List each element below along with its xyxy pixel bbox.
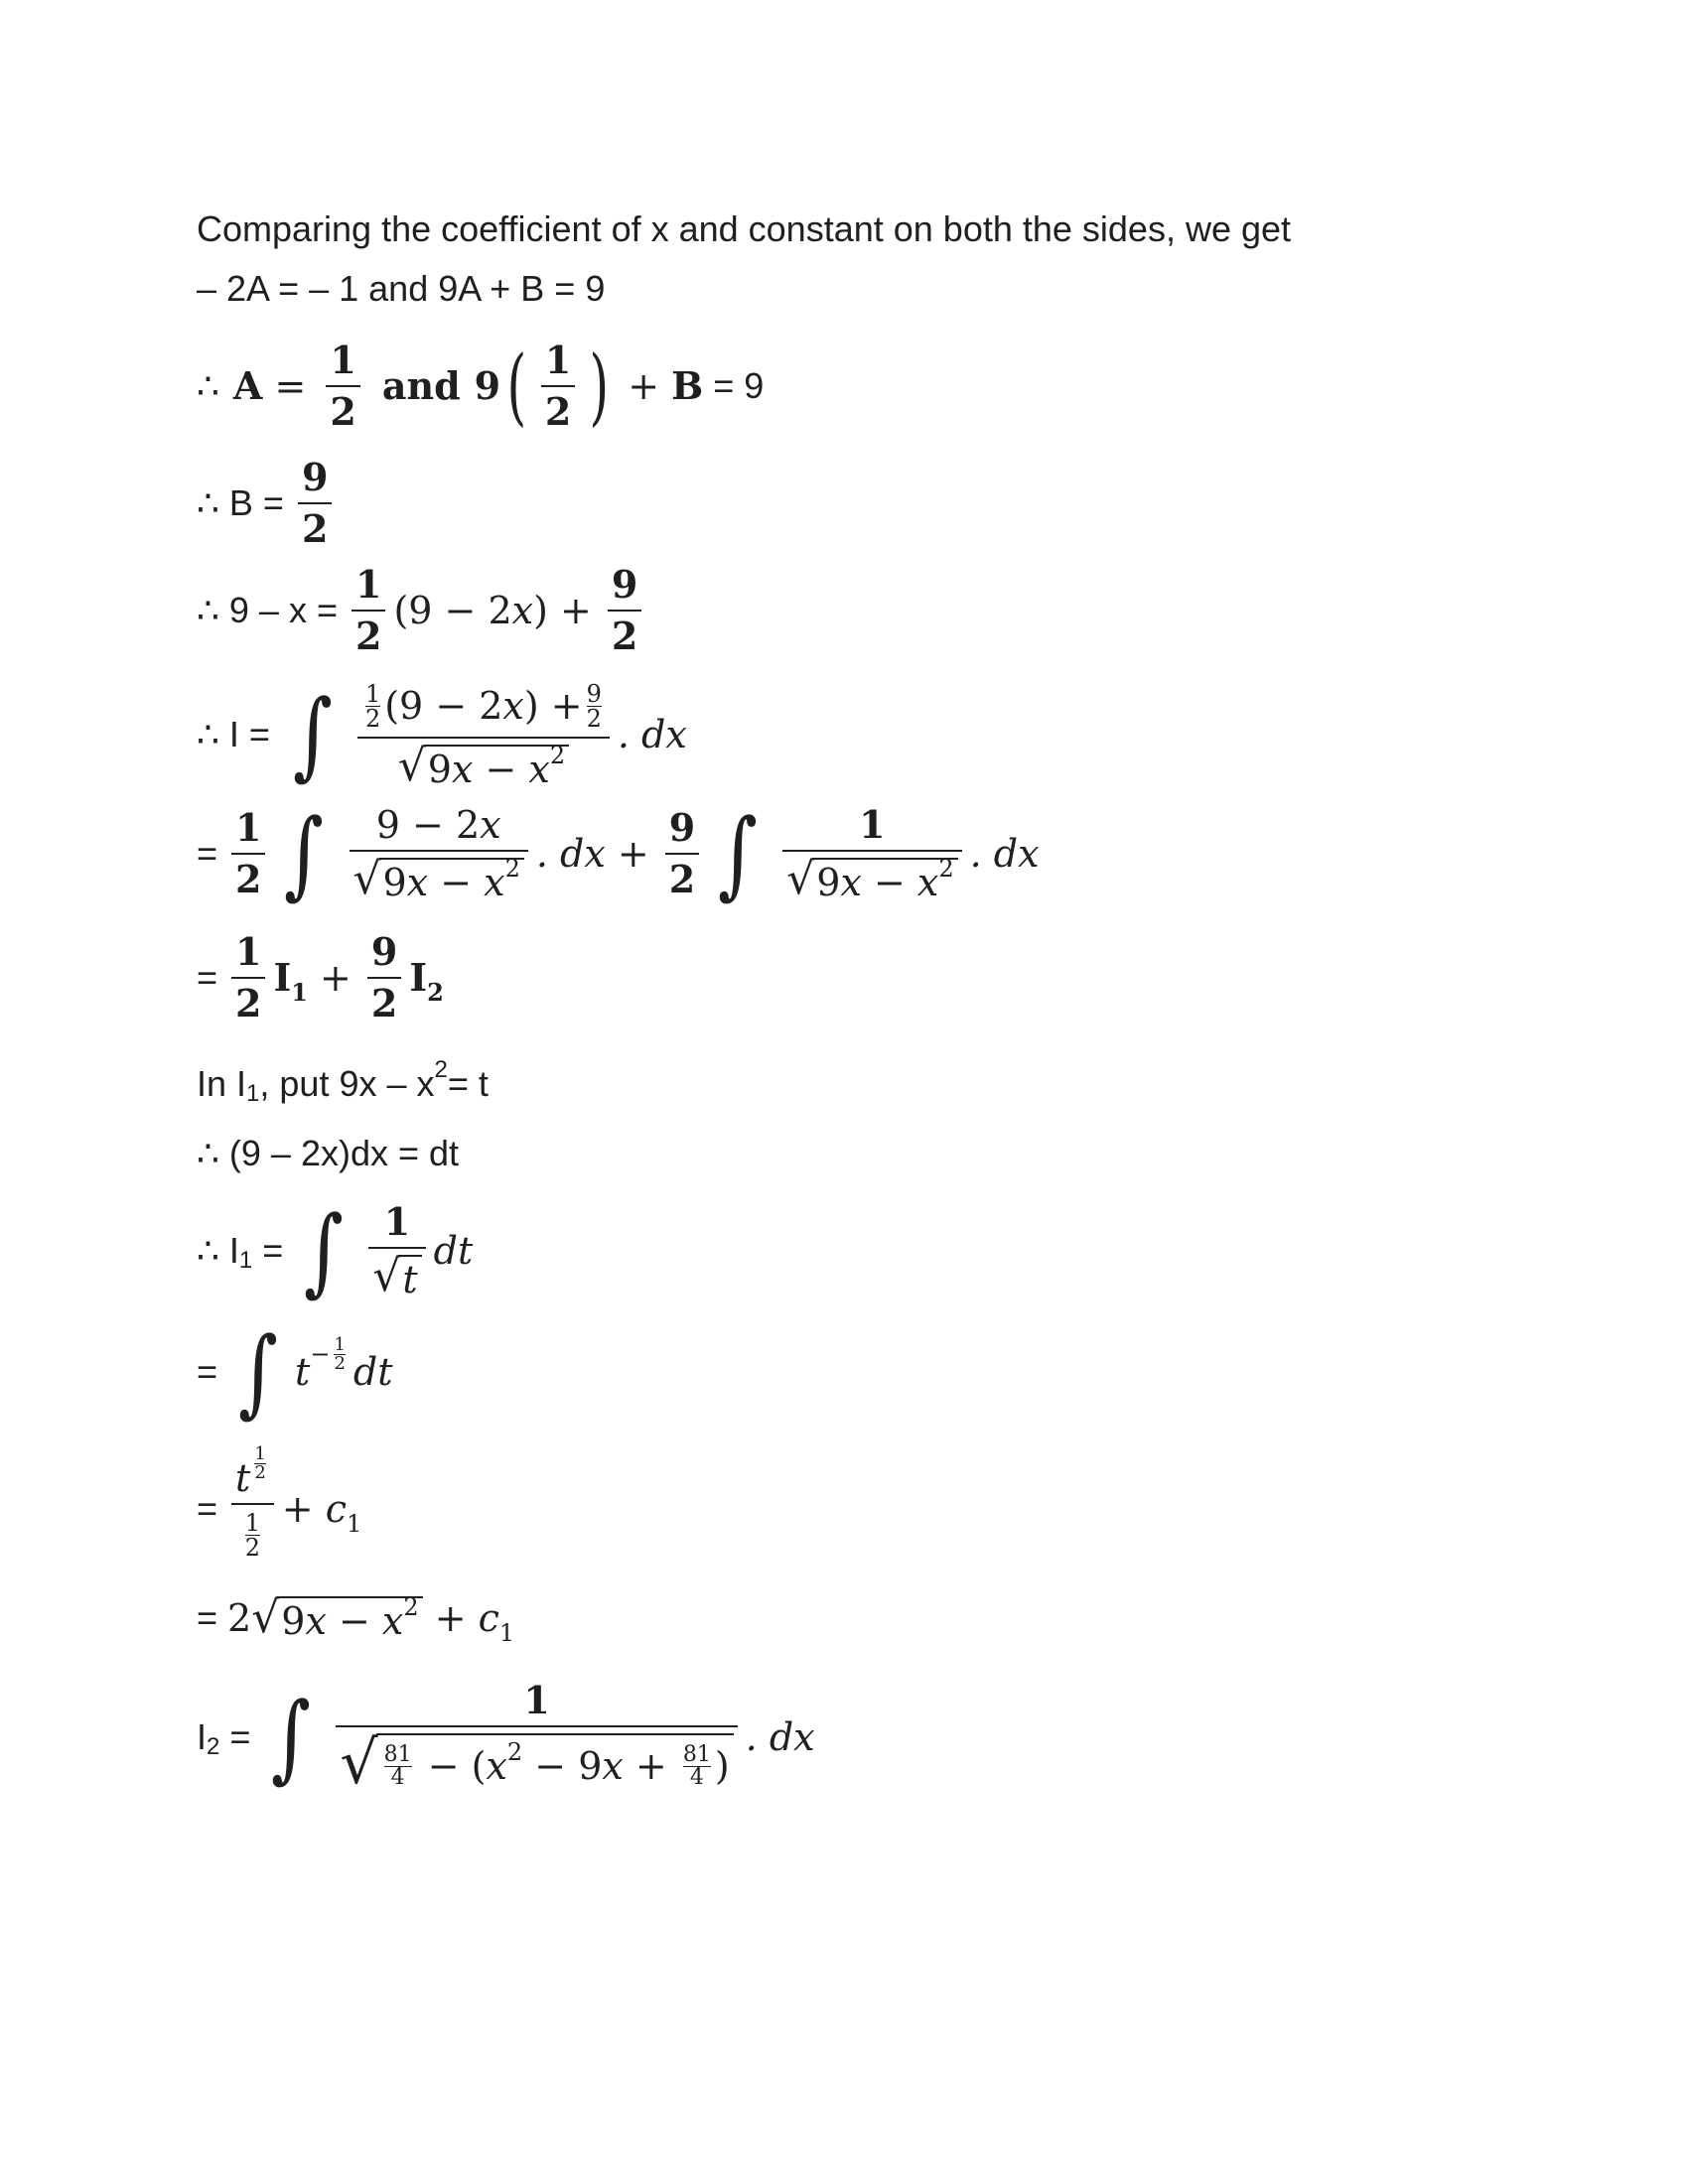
den bbox=[782, 852, 961, 904]
integral-sign: ∫ bbox=[304, 1195, 345, 1306]
eq-line-antiderivative bbox=[197, 1439, 361, 1578]
plus: + bbox=[307, 956, 352, 1000]
sqrt: √ 9 x − x 2 bbox=[786, 858, 957, 901]
dt: dt bbox=[433, 1229, 474, 1273]
sqrt: √ t bbox=[372, 1255, 421, 1298]
integral-sign: ∫ bbox=[292, 679, 333, 790]
small-frac-1-2: 1 2 bbox=[364, 679, 381, 733]
num: 1 bbox=[859, 802, 886, 847]
frac-num: 1 bbox=[354, 562, 382, 607]
frac-num: 1 bbox=[544, 338, 572, 382]
equals-nine: = 9 bbox=[703, 365, 765, 406]
integral-sign: ∫ bbox=[238, 1316, 279, 1428]
num: t 1 2 bbox=[235, 1443, 266, 1500]
eq-line-I2 bbox=[197, 1668, 815, 1807]
plus-c1: + $c_1$ bbox=[422, 1596, 515, 1647]
equals: = bbox=[262, 364, 319, 408]
nine: 9 bbox=[474, 363, 501, 408]
t-base: t bbox=[295, 1350, 311, 1394]
frac-num: 1 bbox=[235, 929, 262, 974]
frac-9-2 bbox=[367, 929, 401, 1025]
num: 1 bbox=[523, 1678, 550, 1722]
equations-text: – 2A = – 1 and 9A + B = 9 bbox=[197, 268, 606, 309]
frac-den: 2 bbox=[354, 614, 382, 658]
dx-plus: . dx + bbox=[535, 832, 649, 876]
frac-den: 2 bbox=[544, 389, 572, 434]
integrand-frac-2 bbox=[782, 802, 961, 904]
therefore-I1: ∴ I bbox=[197, 1230, 239, 1271]
comparison-text: Comparing the coefficient of x and constant on both the sides, we get bbox=[197, 208, 1292, 249]
den bbox=[350, 852, 528, 904]
frac-1-sqrt-t bbox=[368, 1199, 425, 1301]
sub-1: 1 bbox=[246, 1080, 260, 1107]
and-word: and bbox=[381, 363, 461, 408]
integrand-frac bbox=[357, 679, 610, 791]
frac-1-2-paren bbox=[541, 338, 575, 434]
equals: = bbox=[197, 1351, 218, 1392]
put-text: , put 9x – x bbox=[259, 1063, 435, 1104]
dx: . dx bbox=[745, 1715, 815, 1759]
integrand-frac-1 bbox=[350, 803, 528, 904]
frac-1-2 bbox=[231, 929, 265, 1025]
therefore-B: ∴ B = bbox=[197, 482, 284, 523]
frac-1-2 bbox=[352, 562, 385, 658]
frac-den: 2 bbox=[235, 857, 262, 901]
integral-sign: ∫ bbox=[284, 798, 325, 909]
sub-1: 1 bbox=[238, 1247, 253, 1274]
frac-9-2 bbox=[665, 805, 699, 901]
left-paren: ( bbox=[506, 338, 527, 435]
frac-den: 2 bbox=[235, 981, 262, 1025]
frac-den: 2 bbox=[370, 981, 398, 1025]
right-paren: ) bbox=[589, 338, 610, 435]
therefore-symbol: ∴ bbox=[197, 365, 219, 406]
equals: = bbox=[197, 1597, 218, 1638]
derivative-text: ∴ (9 – 2x)dx = dt bbox=[197, 1133, 460, 1173]
sqrt: √ 9 x − x 2 bbox=[353, 858, 524, 901]
equals: = bbox=[197, 1488, 218, 1529]
eq-line-9x bbox=[197, 556, 649, 665]
frac-num: 1 bbox=[235, 805, 262, 850]
plus-c1: + $c_1$ bbox=[281, 1487, 362, 1538]
I2: $I_2$ bbox=[409, 955, 444, 1007]
var-A: A bbox=[232, 363, 263, 408]
eq-line-power bbox=[197, 1312, 393, 1432]
eq-line-I bbox=[197, 675, 687, 794]
dx: . dx bbox=[617, 713, 687, 756]
dx: . dx bbox=[969, 832, 1040, 876]
paren-expr: (9 − 2x) + bbox=[393, 589, 592, 632]
sqrt: √ 81 4 − ( x 2 − 9 x + 81 4 ) bbox=[340, 1733, 733, 1793]
exp-frac-1-2: 1 2 bbox=[334, 1333, 346, 1374]
integrand-num: 1 2 (9 − 2 x ) + 9 2 bbox=[364, 679, 602, 733]
frac-num: 9 bbox=[611, 562, 638, 607]
integrand-den bbox=[394, 739, 573, 791]
small-frac-9-2: 9 2 bbox=[586, 679, 602, 733]
dt: dt bbox=[352, 1350, 393, 1394]
eq-line-I1-I2 bbox=[197, 923, 444, 1032]
frac-9-2 bbox=[608, 562, 641, 658]
frac-1-2 bbox=[326, 338, 359, 434]
sqrt: √ 9 x − x 2 bbox=[398, 745, 569, 788]
equals: = bbox=[197, 957, 218, 998]
I2-label: I bbox=[197, 1716, 208, 1757]
eq-line-A bbox=[197, 332, 764, 441]
frac-num: 9 bbox=[370, 929, 398, 974]
text-line-2 bbox=[197, 234, 605, 343]
plus-B: + B bbox=[616, 363, 704, 408]
I1: $I_1$ bbox=[273, 955, 308, 1007]
sub-2: 2 bbox=[207, 1733, 220, 1760]
therefore-9-minus-x: ∴ 9 – x = bbox=[197, 590, 338, 630]
text-line-dt bbox=[197, 1114, 459, 1193]
num: 1 bbox=[383, 1199, 411, 1244]
den: 1 2 bbox=[244, 1508, 261, 1562]
equals: = bbox=[252, 1230, 284, 1271]
num: 9 − 2 x bbox=[375, 803, 501, 847]
therefore-I: ∴ I = bbox=[197, 714, 270, 754]
integral-sign: ∫ bbox=[271, 1682, 312, 1793]
in-I: In I bbox=[197, 1063, 247, 1104]
frac-t-half bbox=[231, 1443, 274, 1562]
eq-line-B bbox=[197, 449, 340, 558]
integral-sign: ∫ bbox=[718, 798, 759, 909]
two: 2 bbox=[227, 1596, 252, 1640]
integrand-frac bbox=[336, 1678, 737, 1798]
frac-den: 2 bbox=[668, 857, 696, 901]
frac-num: 1 bbox=[330, 338, 356, 382]
eq-line-split bbox=[197, 794, 1040, 913]
equals: = bbox=[197, 833, 218, 874]
equals: = bbox=[219, 1716, 251, 1757]
frac-den: 2 bbox=[301, 506, 329, 551]
frac-den: 2 bbox=[611, 614, 638, 658]
frac-den: 2 bbox=[330, 389, 356, 434]
frac-9-2 bbox=[298, 455, 332, 551]
den bbox=[368, 1249, 425, 1301]
exponent: − bbox=[310, 1340, 331, 1368]
frac-1-2 bbox=[231, 805, 265, 901]
sqrt: √ 9 x − x 2 bbox=[251, 1596, 422, 1640]
equals-t: = t bbox=[447, 1063, 489, 1104]
eq-line-I1 bbox=[197, 1191, 473, 1310]
den bbox=[336, 1727, 737, 1798]
frac-num: 9 bbox=[668, 805, 696, 850]
eq-line-result-I1 bbox=[197, 1569, 514, 1668]
sup-2: 2 bbox=[434, 1056, 448, 1083]
text-line-substitution bbox=[197, 1044, 489, 1124]
frac-num: 9 bbox=[301, 455, 329, 499]
